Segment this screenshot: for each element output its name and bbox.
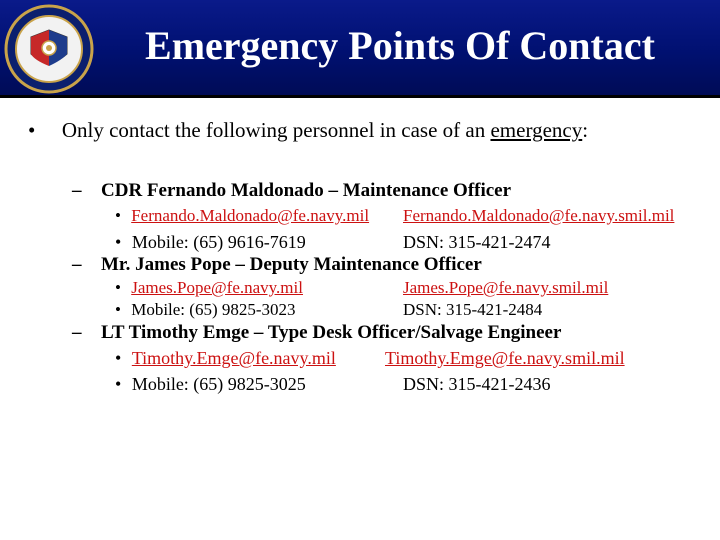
dash: – (72, 322, 82, 343)
sub-bullet: • (115, 300, 121, 319)
intro-bullet: • (28, 118, 36, 142)
email-link[interactable]: Fernando.Maldonado@fe.navy.mil (131, 206, 370, 225)
intro-emphasis: emergency (490, 118, 583, 142)
intro-text-end: : (582, 118, 589, 142)
contact-2-heading (72, 254, 482, 276)
intro-line (28, 118, 588, 143)
dsn-number: DSN: 315-421-2474 (403, 232, 551, 252)
smil-email-link[interactable]: Fernando.Maldonado@fe.navy.smil.mil (403, 206, 675, 225)
sub-bullet: • (115, 278, 121, 297)
mobile-number: Mobile: (65) 9825-3023 (131, 300, 296, 319)
email-link[interactable]: James.Pope@fe.navy.mil (131, 278, 303, 297)
command-seal-icon (4, 4, 94, 94)
sub-bullet: • (115, 232, 122, 252)
contact-1-phone-row (115, 232, 306, 253)
header-banner (0, 0, 720, 97)
contact-3-phone-row (115, 374, 306, 395)
dsn-number: DSN: 315-421-2436 (403, 374, 551, 394)
mobile-number: Mobile: (65) 9825-3025 (131, 374, 306, 394)
contact-1-email-row (115, 206, 369, 226)
sub-bullet: • (115, 374, 122, 394)
intro-text: Only contact the following personnel in case of an (61, 118, 491, 142)
contact-name: CDR Fernando Maldonado – Maintenance Officer (101, 180, 512, 201)
dsn-number: DSN: 315-421-2484 (403, 300, 543, 319)
contact-name: Mr. James Pope – Deputy Maintenance Officer (101, 254, 482, 275)
contact-3-email-row (115, 348, 336, 369)
smil-email-link[interactable]: Timothy.Emge@fe.navy.smil.mil (385, 348, 625, 368)
contact-1-heading (72, 180, 511, 202)
smil-email-link[interactable]: James.Pope@fe.navy.smil.mil (403, 278, 609, 297)
contact-2-email-row (115, 278, 303, 298)
page-title: Emergency Points Of Contact (145, 23, 655, 68)
header-divider (0, 95, 720, 98)
dash: – (72, 180, 82, 201)
sub-bullet: • (115, 348, 122, 368)
dash: – (72, 254, 82, 275)
email-link[interactable]: Timothy.Emge@fe.navy.mil (131, 348, 336, 368)
contact-3-heading (72, 322, 561, 344)
contact-2-phone-row (115, 300, 296, 320)
mobile-number: Mobile: (65) 9616-7619 (131, 232, 306, 252)
contact-name: LT Timothy Emge – Type Desk Officer/Salvage Engineer (101, 322, 562, 343)
sub-bullet: • (115, 206, 121, 225)
